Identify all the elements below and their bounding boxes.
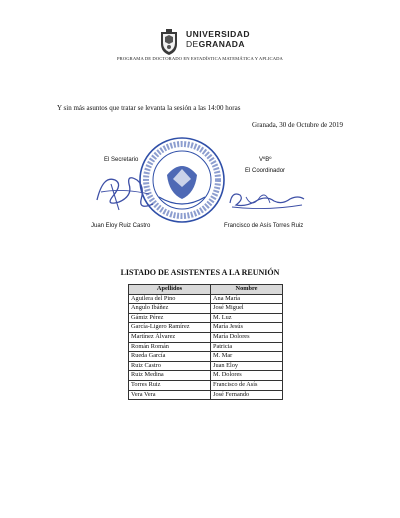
program-title: PROGRAMA DE DOCTORADO EN ESTADÍSTICA MATEMÁTICA Y APLICADA <box>117 56 283 61</box>
surname-cell: Gámiz Pérez <box>129 313 211 323</box>
surname-cell: Román Román <box>129 342 211 352</box>
table-header-row <box>129 285 283 295</box>
table-row <box>129 380 283 390</box>
coordinator-signature <box>226 187 306 215</box>
name-cell: María Dolores <box>211 332 283 342</box>
name-cell: Juan Eloy <box>211 361 283 371</box>
coordinator-name: Francisco de Asís Torres Ruiz <box>224 223 304 229</box>
table-row <box>129 361 283 371</box>
table-row <box>129 313 283 323</box>
surname-cell: Vera Vera <box>129 390 211 400</box>
surname-cell: Ruiz Castro <box>129 361 211 371</box>
vobo-label: VºBº <box>259 157 272 163</box>
attendees-title: LISTADO DE ASISTENTES A LA REUNIÓN <box>120 268 280 277</box>
table-row <box>129 304 283 314</box>
name-cell: M. Dolores <box>211 371 283 381</box>
name-cell: Ana María <box>211 294 283 304</box>
name-cell: M. Luz <box>211 313 283 323</box>
university-name-city: GRANADA <box>198 39 245 49</box>
table-row <box>129 294 283 304</box>
secretary-signature <box>93 170 163 215</box>
surname-cell: Aguilera del Pino <box>129 294 211 304</box>
surname-cell: Martínez Álvarez <box>129 332 211 342</box>
secretary-title: El Secretario <box>104 157 139 163</box>
attendees-table <box>128 284 283 400</box>
place-date: Granada, 30 de Octubre de 2019 <box>252 121 343 129</box>
column-header-surname: Apellidos <box>129 285 211 295</box>
university-crest-icon <box>157 28 181 56</box>
table-row <box>129 323 283 333</box>
table-row <box>129 332 283 342</box>
surname-cell: Angulo Ibáñez <box>129 304 211 314</box>
name-cell: Patricia <box>211 342 283 352</box>
secretary-name: Juan Eloy Ruiz Castro <box>91 223 151 229</box>
university-name-line1: UNIVERSIDAD <box>186 29 251 39</box>
university-name-line2 <box>186 39 245 49</box>
surname-cell: García-Ligero Ramírez <box>129 323 211 333</box>
name-cell: M. Mar <box>211 352 283 362</box>
table-row <box>129 342 283 352</box>
coordinator-title: El Coordinador <box>245 168 286 174</box>
name-cell: José Miguel <box>211 304 283 314</box>
name-cell: Francisco de Asís <box>211 380 283 390</box>
name-cell: José Fernando <box>211 390 283 400</box>
table-row <box>129 371 283 381</box>
surname-cell: Rueda García <box>129 352 211 362</box>
table-row <box>129 390 283 400</box>
university-name-prefix: DE <box>186 39 199 49</box>
surname-cell: Ruiz Medina <box>129 371 211 381</box>
table-row <box>129 352 283 362</box>
name-cell: María Jesús <box>211 323 283 333</box>
column-header-name: Nombre <box>211 285 283 295</box>
surname-cell: Torres Ruiz <box>129 380 211 390</box>
closing-text: Y sin más asuntos que tratar se levanta la sesión a las 14:00 horas <box>57 104 241 112</box>
